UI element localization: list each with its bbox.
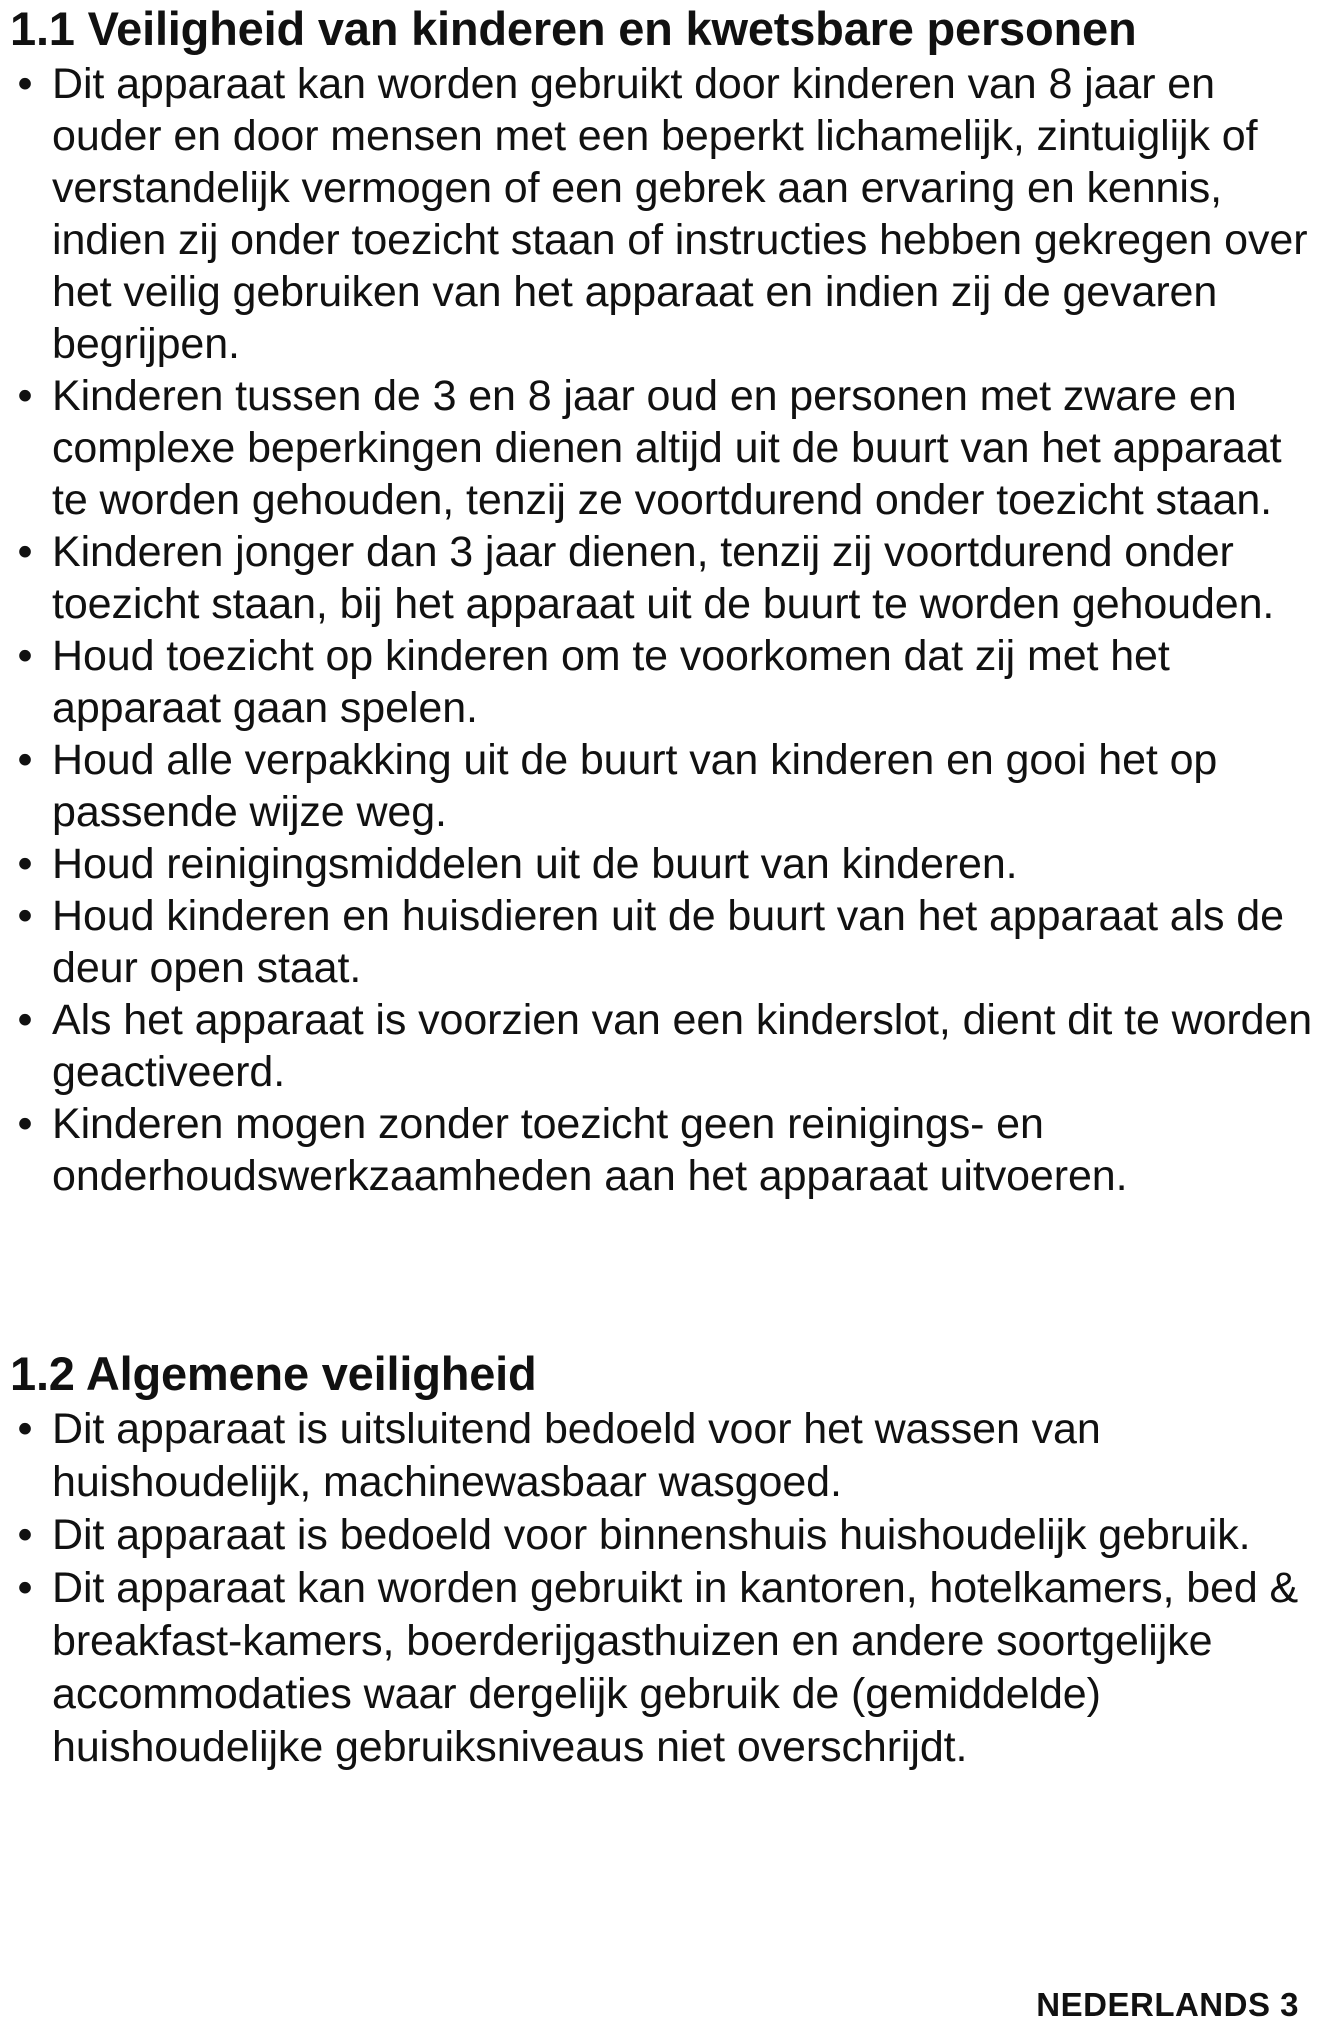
list-item xyxy=(10,890,1320,994)
list-item-text: Kinderen mogen zonder toezicht geen reinigings- en onderhoudswerkzaamheden aan het apparaat uitvoeren. xyxy=(52,1100,1128,1200)
bullet-icon: • xyxy=(17,60,33,108)
bullet-list xyxy=(10,1403,1320,1774)
list-item-text: Dit apparaat is bedoeld voor binnenshuis huishoudelijk gebruik. xyxy=(52,1511,1251,1559)
list-item xyxy=(10,838,1320,890)
list-item xyxy=(10,994,1320,1098)
bullet-icon: • xyxy=(17,840,33,888)
bullet-icon: • xyxy=(17,736,33,784)
bullet-icon: • xyxy=(17,528,33,576)
list-item xyxy=(10,1403,1320,1509)
section-child-safety xyxy=(10,0,1320,1202)
bullet-icon: • xyxy=(17,372,33,420)
bullet-icon: • xyxy=(17,996,33,1044)
list-item xyxy=(10,1098,1320,1202)
list-item-text: Dit apparaat kan worden gebruikt in kantoren, hotelkamers, bed & breakfast-kamers, boerderijgasthuizen en andere soortgelijke accommodaties waar dergelijk gebruik de (gemiddelde) huishoudelijke gebruiksniveaus niet overschrijdt. xyxy=(52,1564,1299,1771)
list-item xyxy=(10,1509,1320,1562)
list-item-text: Dit apparaat kan worden gebruikt door kinderen van 8 jaar en ouder en door mensen met een beperkt lichamelijk, zintuiglijk of verstandelijk vermogen of een gebrek aan ervaring en kennis, indien zij onder toezicht staan of instructies hebben gekregen over het veilig gebruiken van het apparaat en indien zij de gevaren begrijpen. xyxy=(52,60,1308,368)
bullet-icon: • xyxy=(17,1405,33,1453)
list-item-text: Dit apparaat is uitsluitend bedoeld voor het wassen van huishoudelijk, machinewasbaar wasgoed. xyxy=(52,1405,1101,1506)
list-item-text: Houd reinigingsmiddelen uit de buurt van kinderen. xyxy=(52,840,1018,888)
list-item-text: Houd toezicht op kinderen om te voorkomen dat zij met het apparaat gaan spelen. xyxy=(52,632,1170,732)
bullet-icon: • xyxy=(17,892,33,940)
list-item-text: Als het apparaat is voorzien van een kinderslot, dient dit te worden geactiveerd. xyxy=(52,996,1313,1096)
section-heading: 1.2 Algemene veiligheid xyxy=(10,1347,537,1400)
list-item xyxy=(10,370,1320,526)
list-item xyxy=(10,734,1320,838)
list-item-text: Kinderen tussen de 3 en 8 jaar oud en personen met zware en complexe beperkingen dienen altijd uit de buurt van het apparaat te worden gehouden, tenzij ze voortdurend onder toezicht staan. xyxy=(52,372,1282,524)
bullet-icon: • xyxy=(17,1511,33,1559)
list-item xyxy=(10,526,1320,630)
list-item xyxy=(10,630,1320,734)
section-heading: 1.1 Veiligheid van kinderen en kwetsbare personen xyxy=(10,2,1137,55)
bullet-icon: • xyxy=(17,1564,33,1612)
bullet-list xyxy=(10,58,1320,1202)
list-item-text: Kinderen jonger dan 3 jaar dienen, tenzij zij voortdurend onder toezicht staan, bij het apparaat uit de buurt te worden gehouden. xyxy=(52,528,1275,628)
list-item-text: Houd kinderen en huisdieren uit de buurt van het apparaat als de deur open staat. xyxy=(52,892,1284,992)
page-footer-language: NEDERLANDS 3 xyxy=(1036,1986,1299,2023)
bullet-icon: • xyxy=(17,1100,33,1148)
section-general-safety xyxy=(10,1345,1320,1774)
list-item-text: Houd alle verpakking uit de buurt van kinderen en gooi het op passende wijze weg. xyxy=(52,736,1218,836)
list-item xyxy=(10,58,1320,370)
list-item xyxy=(10,1562,1320,1774)
bullet-icon: • xyxy=(17,632,33,680)
